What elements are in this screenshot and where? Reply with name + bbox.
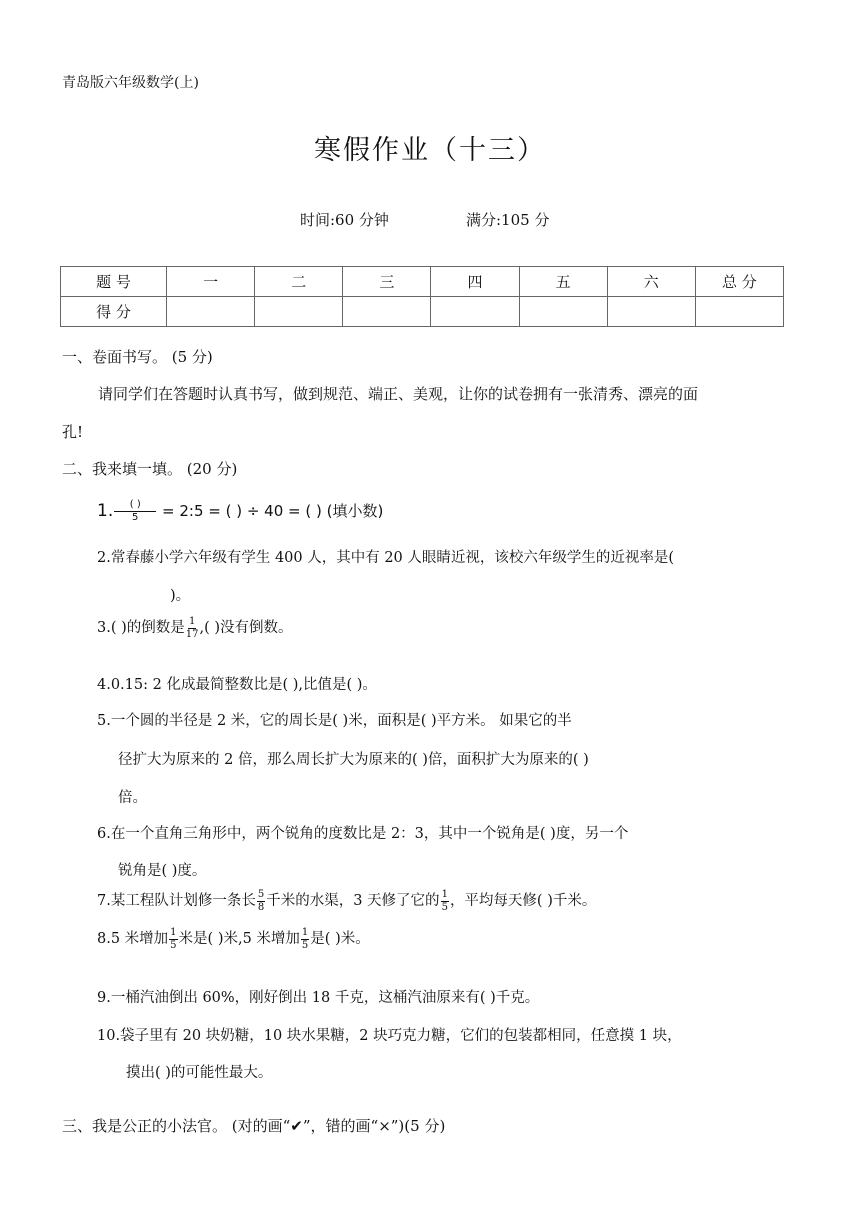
section-1-text-cont: 孔! xyxy=(62,423,84,441)
score-cell[interactable] xyxy=(167,297,255,327)
fraction-denominator: 5 xyxy=(301,939,309,951)
score-cell[interactable] xyxy=(607,297,695,327)
question-5: 5.一个圆的半径是 2 米，它的周长是( )米，面积是( )平方米。 如果它的半 xyxy=(97,713,572,729)
score-cell[interactable] xyxy=(343,297,431,327)
fraction xyxy=(257,890,265,913)
section-1-text: 请同学们在答题时认真书写，做到规范、端正、美观，让你的试卷拥有一张清秀、漂亮的面 xyxy=(98,385,699,403)
question-5-cont2: 倍。 xyxy=(118,790,147,806)
question-5-cont: 径扩大为原来的 2 倍，那么周长扩大为原来的( )倍，面积扩大为原来的( ) xyxy=(118,752,589,768)
table-header-cell: 五 xyxy=(519,267,607,297)
score-table-header-row xyxy=(61,267,784,297)
section-2-title: 二、我来填一填。 (20 分) xyxy=(62,460,238,478)
question-2: 2.常春藤小学六年级有学生 400 人，其中有 20 人眼睛近视，该校六年级学生的近视率是( xyxy=(97,550,675,566)
fraction-numerator: 1 xyxy=(301,926,309,938)
question-text: ，平均每天修( )千米。 xyxy=(449,893,597,909)
section-3-title: 三、我是公正的小法官。 (对的画“✔”，错的画“×”)(5 分) xyxy=(62,1117,446,1135)
score-table xyxy=(60,266,784,327)
table-header-cell: 二 xyxy=(255,267,343,297)
fraction-numerator: 1 xyxy=(170,926,177,938)
fraction-numerator: 1 xyxy=(188,615,196,627)
full-score: 满分:105 分 xyxy=(466,211,550,229)
question-8 xyxy=(97,927,370,951)
question-9: 9.一桶汽油倒出 60%，刚好倒出 18 千克，这桶汽油原来有( )千克。 xyxy=(97,990,540,1006)
fraction xyxy=(169,928,177,951)
book-subtitle: 青岛版六年级数学(上) xyxy=(62,75,199,91)
score-cell[interactable] xyxy=(519,297,607,327)
question-1 xyxy=(97,500,383,523)
table-header-cell: 总 分 xyxy=(695,267,783,297)
question-text: 3.( )的倒数是 xyxy=(97,620,185,636)
fraction xyxy=(441,890,449,913)
question-2-cont: )。 xyxy=(170,588,191,604)
score-cell[interactable] xyxy=(695,297,783,327)
fraction-numerator: 1 xyxy=(441,888,448,900)
fraction-denominator: 5 xyxy=(132,512,139,523)
table-header-cell: 三 xyxy=(343,267,431,297)
table-row-label: 得 分 xyxy=(61,297,167,327)
fraction-denominator: 5 xyxy=(441,901,448,913)
question-4: 4.0.15: 2 化成最简整数比是( ),比值是( )。 xyxy=(97,677,377,693)
fraction-denominator: 17 xyxy=(185,628,199,640)
question-text: 8.5 米增加 xyxy=(97,931,169,947)
question-text: = 2:5 = ( ) ÷ 40 = ( ) (填小数) xyxy=(162,502,384,520)
question-text: 千米的水渠，3 天修了它的 xyxy=(266,893,440,909)
table-header-cell: 四 xyxy=(431,267,519,297)
question-text: 是( )米。 xyxy=(310,931,370,947)
score-cell[interactable] xyxy=(255,297,343,327)
fraction-numerator: ( ) xyxy=(114,500,156,512)
fraction xyxy=(186,617,199,640)
score-cell[interactable] xyxy=(431,297,519,327)
question-number: 1. xyxy=(97,501,114,521)
fraction xyxy=(301,928,309,951)
fraction-denominator: 5 xyxy=(170,939,177,951)
question-6: 6.在一个直角三角形中，两个锐角的度数比是 2：3，其中一个锐角是( )度，另一个 xyxy=(97,826,629,842)
section-1-title: 一、卷面书写。 (5 分) xyxy=(62,348,213,366)
question-3 xyxy=(97,616,293,640)
table-header-cell: 题 号 xyxy=(61,267,167,297)
page-title: 寒假作业（十三） xyxy=(314,135,546,166)
question-text: ,( )没有倒数。 xyxy=(199,620,293,636)
question-10: 10.袋子里有 20 块奶糖，10 块水果糖，2 块巧克力糖，它们的包装都相同，任意摸 1 块， xyxy=(97,1028,682,1044)
question-10-cont: 摸出( )的可能性最大。 xyxy=(126,1065,273,1081)
time-limit: 时间:60 分钟 xyxy=(300,211,389,229)
fraction-denominator: 8 xyxy=(257,901,265,913)
fraction-numerator: 5 xyxy=(257,888,265,900)
question-6-cont: 锐角是( )度。 xyxy=(118,863,207,879)
table-header-cell: 一 xyxy=(167,267,255,297)
score-table-score-row xyxy=(61,297,784,327)
question-text: 米是( )米,5 米增加 xyxy=(178,931,300,947)
table-header-cell: 六 xyxy=(607,267,695,297)
fraction-blank[interactable] xyxy=(114,500,156,523)
question-text: 7.某工程队计划修一条长 xyxy=(97,893,256,909)
question-7 xyxy=(97,889,596,913)
